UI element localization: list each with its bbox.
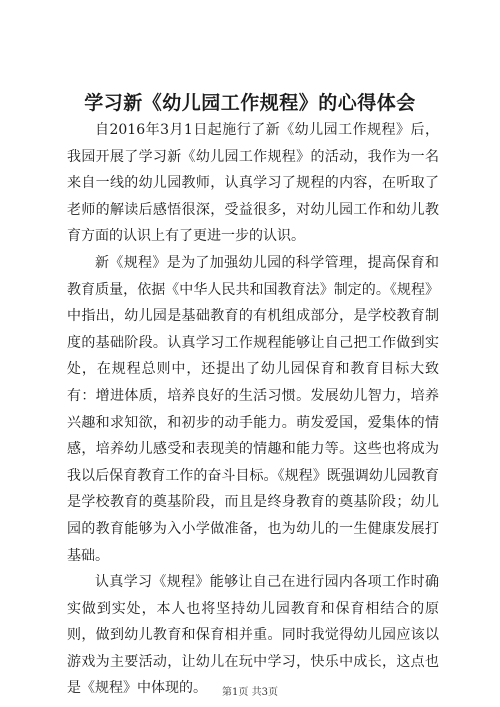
page-number-footer: 第1页 共3页 (222, 687, 278, 698)
paragraph-1: 自2016年3月1日起施行了新《幼儿园工作规程》后，我园开展了学习新《幼儿园工作规程》的活动，我作为一名来自一线的幼儿园教师，认真学习了规程的内容，在听取了老师的解读后感悟很深，受益很多，对幼儿园工作和幼儿教育方面的认识上有了更进一步的认识。 (67, 122, 439, 245)
document-title: 学习新《幼儿园工作规程》的心得体会 (84, 92, 416, 114)
paragraph-2: 新《规程》是为了加强幼儿园的科学管理，提高保育和教育质量，依据《中华人民共和国教育法》制定的。《规程》中指出，幼儿园是基础教育的有机组成部分，是学校教育制度的基础阶段。认真学习工作规程能够让自己把工作做到实处，在规程总则中，还提出了幼儿园保育和教育目标大致有：增进体质，培养良好的生活习惯。发展幼儿智力，培养兴趣和求知欲，和初步的动手能力。萌发爱国，爱集体的情感，培养幼儿感受和表现美的情趣和能力等。这些也将成为我以后保育教育工作的奋斗目标。《规程》既强调幼儿园教育是学校教育的奠基阶段，而且是终身教育的奠基阶段；幼儿园的教育能够为入小学做准备，也为幼儿的一生健康发展打基础。 (67, 254, 439, 564)
paragraph-3: 认真学习《规程》能够让自己在进行园内各项工作时确实做到实处，本人也将坚持幼儿园教育和保育相结合的原则，做到幼儿教育和保育相并重。同时我觉得幼儿园应该以游戏为主要活动，让幼儿在玩中学习，快乐中成长，这点也是《规程》中体现的。 (67, 574, 439, 697)
document-body (67, 117, 439, 702)
